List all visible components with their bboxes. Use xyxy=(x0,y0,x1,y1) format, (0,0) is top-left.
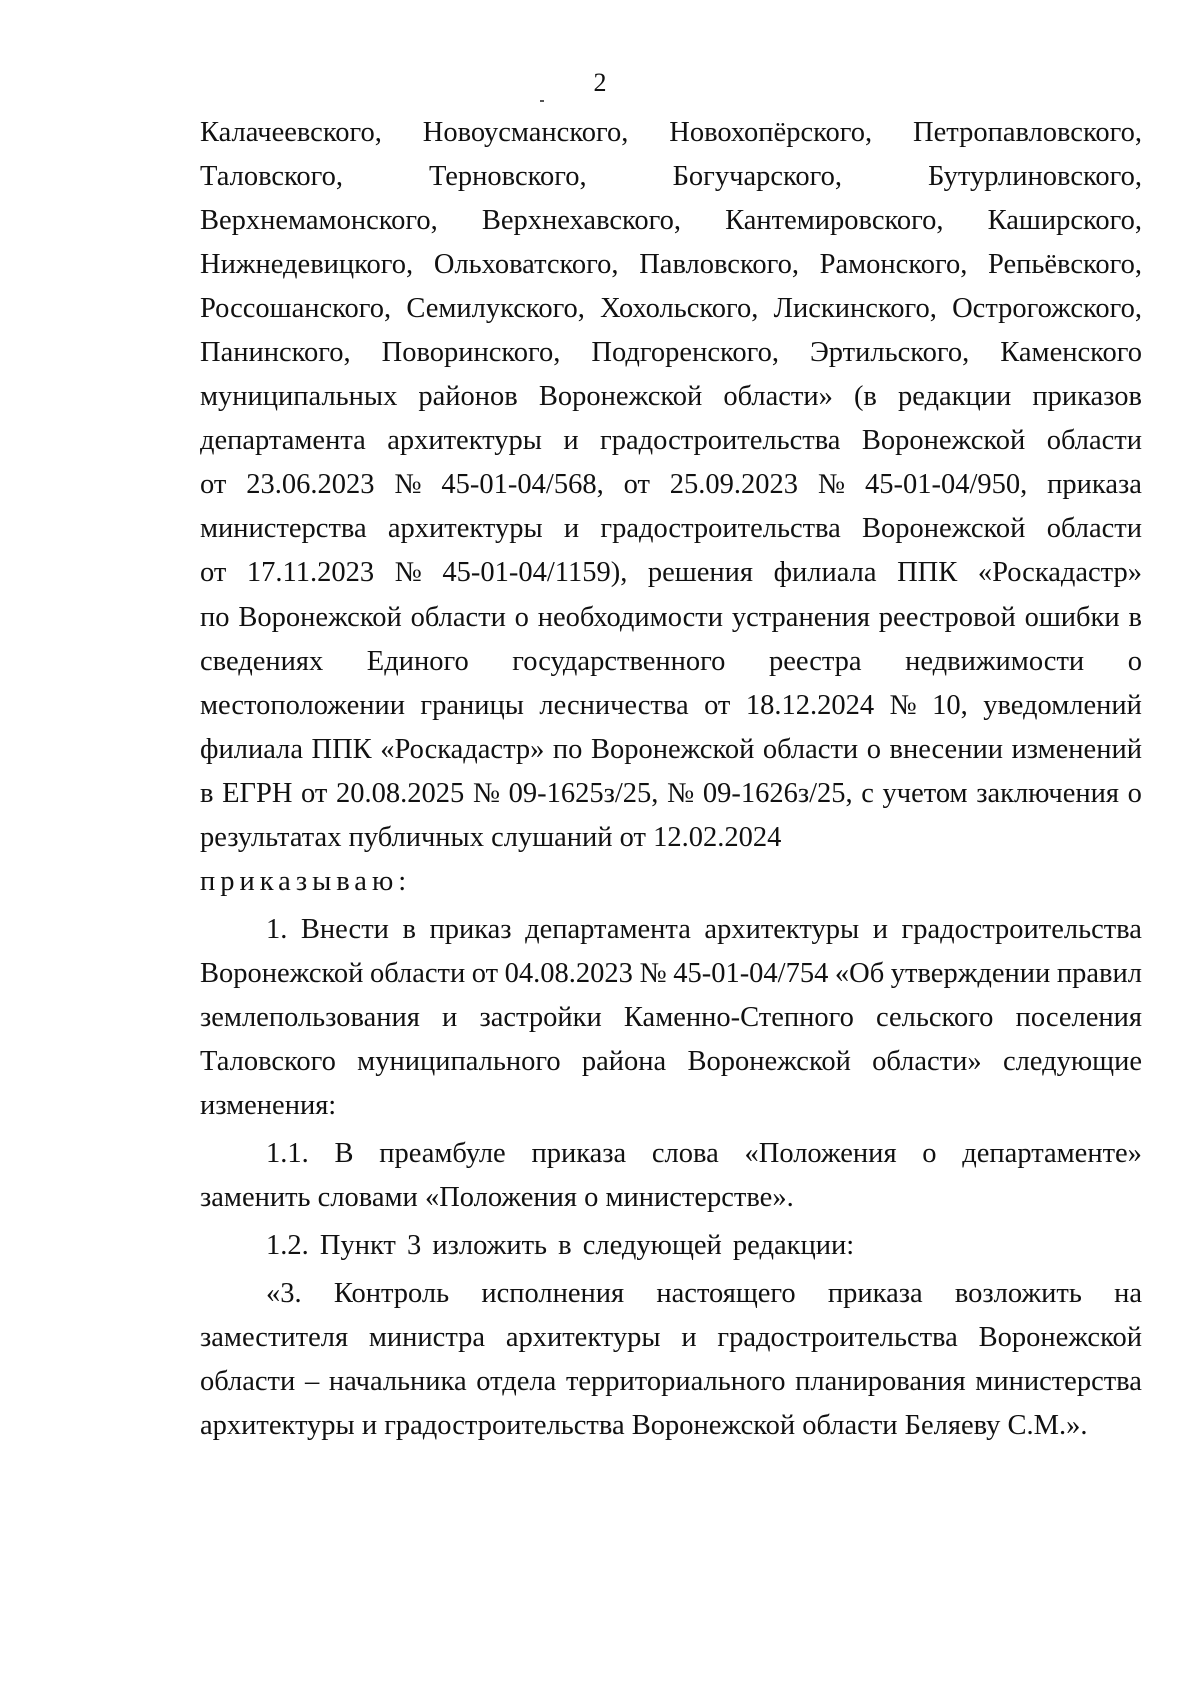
text-line xyxy=(266,1276,1142,1312)
word: области xyxy=(1046,513,1142,544)
word: 10, xyxy=(932,690,968,721)
word: области xyxy=(410,602,506,633)
word: приказ xyxy=(429,914,512,945)
word: Единого xyxy=(366,646,469,677)
word: районов xyxy=(418,381,518,412)
word: В xyxy=(334,1138,354,1169)
word: министерства xyxy=(200,513,367,544)
word: о xyxy=(1127,646,1142,677)
word: Лискинского, xyxy=(773,293,937,324)
word: реестровой xyxy=(878,602,1016,633)
word: архитектуры xyxy=(704,914,860,945)
text-line xyxy=(200,1000,1142,1036)
text-line xyxy=(200,511,1142,547)
text-line xyxy=(200,732,1142,768)
word: преамбуле xyxy=(379,1138,506,1169)
word: о xyxy=(1127,778,1142,809)
word: застройки xyxy=(479,1002,602,1033)
word: 18.12.2024 xyxy=(745,690,875,721)
word: от xyxy=(301,778,328,809)
text-line xyxy=(200,600,1142,636)
word: исполнения xyxy=(481,1278,625,1309)
word: Острогожского, xyxy=(952,293,1142,324)
text-line xyxy=(200,1044,1142,1080)
word: ППК xyxy=(311,734,372,765)
word: о xyxy=(922,1138,937,1169)
word: архитектуры xyxy=(505,1322,661,1353)
word: 45-01-04/1159), xyxy=(442,557,628,588)
text-line: заменить словами «Положения о министерстве». xyxy=(200,1182,794,1213)
word: градостроительства xyxy=(901,914,1142,945)
word: государственного xyxy=(512,646,726,677)
word: Подгоренского, xyxy=(591,337,779,368)
word: муниципальных xyxy=(200,381,398,412)
text-line xyxy=(200,1364,1142,1400)
word: № xyxy=(394,557,422,588)
word: реестра xyxy=(768,646,862,677)
word: и xyxy=(442,1002,458,1033)
word: от xyxy=(704,690,731,721)
word: заместителя xyxy=(200,1322,349,1353)
text-line xyxy=(200,291,1142,327)
word: Таловского, xyxy=(200,161,344,192)
word: Воронежской xyxy=(238,602,402,633)
word: правил xyxy=(1056,958,1142,989)
word: о xyxy=(866,734,881,765)
word: Калачеевского, xyxy=(200,117,382,148)
word: следующие xyxy=(1002,1046,1142,1077)
word: области xyxy=(369,958,466,989)
word: границы xyxy=(420,690,524,721)
word: «3. xyxy=(266,1278,302,1309)
word: № xyxy=(394,469,422,500)
word: с xyxy=(861,778,874,809)
word: редакции xyxy=(897,381,1012,412)
text-line: 1.2. Пункт 3 изложить в следующей редакции: xyxy=(266,1230,855,1261)
order-word: приказываю: xyxy=(200,866,412,897)
word: приказа xyxy=(1047,469,1142,500)
word: филиала xyxy=(773,557,877,588)
word: ППК xyxy=(897,557,958,588)
word: архитектуры xyxy=(387,425,542,456)
word: 17.11.2023 xyxy=(246,557,375,588)
word: Воронежской xyxy=(978,1322,1142,1353)
text-line xyxy=(266,1136,1142,1172)
text-line xyxy=(200,247,1142,283)
word: № xyxy=(472,778,501,809)
text-line xyxy=(200,203,1142,239)
word: Нижнедевицкого, xyxy=(200,249,414,280)
text-line xyxy=(200,555,1142,591)
word: Хохольского, xyxy=(600,293,759,324)
word: министерства xyxy=(975,1366,1142,1397)
word: Воронежской xyxy=(861,425,1026,456)
word: градостроительства xyxy=(600,513,841,544)
text-line xyxy=(200,776,1142,812)
text-line xyxy=(200,115,1142,151)
word: устранения xyxy=(731,602,870,633)
word: местоположении xyxy=(200,690,405,721)
text-line xyxy=(200,335,1142,371)
word: приказов xyxy=(1032,381,1142,412)
word: от xyxy=(200,469,227,500)
word: Новоусманского, xyxy=(422,117,629,148)
word: 09-1625з/25, xyxy=(508,778,659,809)
word: области xyxy=(200,1366,296,1397)
word: начальника xyxy=(328,1366,467,1397)
word: по xyxy=(200,602,230,633)
word: департамента xyxy=(525,914,691,945)
word: Контроль xyxy=(333,1278,450,1309)
word: 45-01-04/754 xyxy=(673,958,829,989)
word: области» xyxy=(872,1046,982,1077)
text-line: результатах публичных слушаний от 12.02.2024 xyxy=(200,822,782,853)
word: 1.1. xyxy=(266,1138,309,1169)
word: Новохопёрского, xyxy=(669,117,873,148)
word: учетом xyxy=(882,778,968,809)
word: внесении xyxy=(889,734,1003,765)
word: о xyxy=(514,602,529,633)
word: от xyxy=(200,557,227,588)
word: в xyxy=(200,778,214,809)
word: в xyxy=(402,914,416,945)
word: ошибки xyxy=(1024,602,1120,633)
word: Ольховатского, xyxy=(433,249,619,280)
word: от xyxy=(471,958,499,989)
word: Репьёвского, xyxy=(988,249,1142,280)
word: на xyxy=(1114,1278,1142,1309)
word: Воронежской xyxy=(687,1046,851,1077)
word: 23.06.2023 xyxy=(246,469,375,500)
word: Каширского, xyxy=(987,205,1142,236)
text-line xyxy=(200,423,1142,459)
scan-speck xyxy=(540,100,544,102)
text-line xyxy=(200,159,1142,195)
word: Россошанского, xyxy=(200,293,392,324)
word: необходимости xyxy=(537,602,724,633)
text-line: архитектуры и градостроительства Воронежской области Беляеву С.М.». xyxy=(200,1410,1088,1441)
word: недвижимости xyxy=(905,646,1085,677)
word: департамента xyxy=(200,425,366,456)
word: слова xyxy=(651,1138,719,1169)
word: от xyxy=(623,469,650,500)
word: 45-01-04/568, xyxy=(441,469,604,500)
text-line xyxy=(200,379,1142,415)
word: изменений xyxy=(1011,734,1142,765)
word: градостроительства xyxy=(600,425,841,456)
word: землепользования xyxy=(200,1002,420,1033)
word: 20.08.2025 xyxy=(335,778,465,809)
word: по xyxy=(552,734,583,765)
word: Таловского xyxy=(200,1046,336,1077)
word: области» xyxy=(723,381,833,412)
word: Воронежской xyxy=(590,734,755,765)
text-line xyxy=(200,1320,1142,1356)
word: планирования xyxy=(795,1366,966,1397)
word: муниципального xyxy=(357,1046,561,1077)
word: ЕГРН xyxy=(222,778,293,809)
text-line xyxy=(200,467,1142,503)
word: архитектуры xyxy=(387,513,543,544)
word: № xyxy=(889,690,917,721)
text-line xyxy=(200,688,1142,724)
word: Верхнехавского, xyxy=(481,205,682,236)
word: Панинского, xyxy=(200,337,351,368)
word: Воронежской xyxy=(862,513,1026,544)
word: настоящего xyxy=(656,1278,796,1309)
word: Терновского, xyxy=(428,161,587,192)
word: 1. xyxy=(266,914,288,945)
word: области xyxy=(762,734,859,765)
word: и xyxy=(563,425,579,456)
word: области xyxy=(1046,425,1142,456)
word: Внести xyxy=(300,914,389,945)
word: сведениях xyxy=(200,646,324,677)
word: департаменте» xyxy=(962,1138,1142,1169)
word: Каменского xyxy=(1000,337,1142,368)
word: лесничества xyxy=(539,690,689,721)
word: и xyxy=(872,914,888,945)
word: Богучарского, xyxy=(672,161,843,192)
word: Кантемировского, xyxy=(725,205,944,236)
word: № xyxy=(817,469,846,500)
word: в xyxy=(1128,602,1142,633)
word: поселения xyxy=(1015,1002,1142,1033)
word: Бутурлиновского, xyxy=(927,161,1142,192)
word: «Роскадастр» xyxy=(380,734,545,765)
word: Семилукского, xyxy=(406,293,585,324)
word: Павловского, xyxy=(639,249,799,280)
word: и xyxy=(681,1322,697,1353)
word: Верхнемамонского, xyxy=(200,205,438,236)
word: Петропавловского, xyxy=(913,117,1142,148)
word: приказа xyxy=(827,1278,923,1309)
word: – xyxy=(304,1366,320,1397)
word: Каменно-Степного xyxy=(623,1002,854,1033)
word: 25.09.2023 xyxy=(669,469,799,500)
text-line xyxy=(266,912,1142,948)
word: 09-1626з/25, xyxy=(702,778,853,809)
word: Поворинского, xyxy=(381,337,561,368)
word: градостроительства xyxy=(717,1322,958,1353)
word: 45-01-04/950, xyxy=(865,469,1028,500)
word: «Об xyxy=(834,958,885,989)
word: и xyxy=(563,513,580,544)
text-line: изменения: xyxy=(200,1090,337,1121)
word: Воронежской xyxy=(200,958,364,989)
word: возложить xyxy=(954,1278,1082,1309)
word: отдела xyxy=(476,1366,557,1397)
word: заключения xyxy=(976,778,1119,809)
word: сельского xyxy=(876,1002,994,1033)
word: № xyxy=(667,778,695,809)
word: приказа xyxy=(531,1138,627,1169)
word: Рамонского, xyxy=(819,249,968,280)
word: решения xyxy=(647,557,754,588)
page-number: 2 xyxy=(593,68,607,97)
word: «Роскадастр» xyxy=(977,557,1142,588)
word: территориального xyxy=(565,1366,786,1397)
word: филиала xyxy=(200,734,303,765)
word: «Положения xyxy=(744,1138,897,1169)
word: района xyxy=(581,1046,667,1077)
word: Воронежской xyxy=(538,381,703,412)
word: Эртильского, xyxy=(809,337,970,368)
word: (в xyxy=(853,381,877,412)
word: уведомлений xyxy=(983,690,1142,721)
word: утверждении xyxy=(890,958,1051,989)
text-line xyxy=(200,956,1142,992)
word: 04.08.2023 xyxy=(504,958,633,989)
text-line xyxy=(200,644,1142,680)
word: № xyxy=(639,958,667,989)
word: министра xyxy=(368,1322,486,1353)
